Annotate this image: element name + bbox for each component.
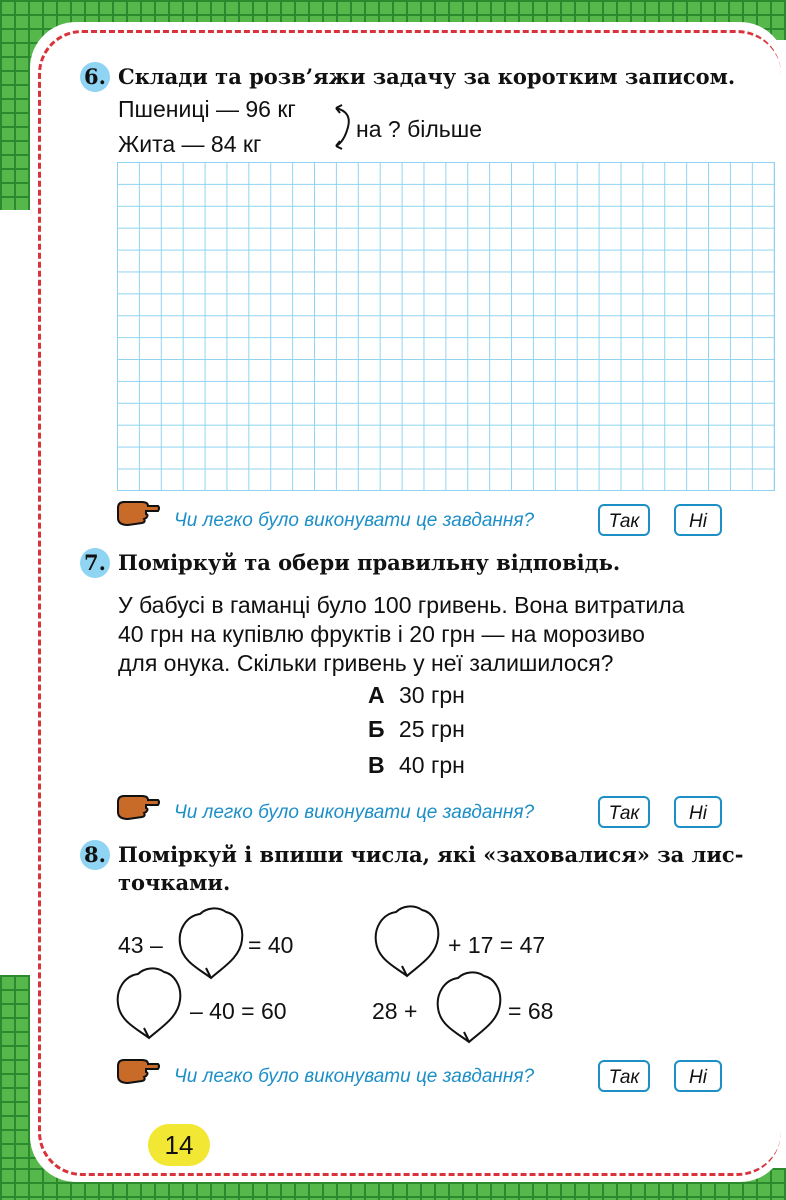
- feedback-question-3: Чи легко було виконувати це завдання?: [174, 1066, 535, 1087]
- feedback-question-2: Чи легко було виконувати це завдання?: [174, 802, 535, 823]
- eq1-right: = 40: [248, 932, 294, 958]
- no-button-3[interactable]: Ні: [674, 1060, 722, 1092]
- option-a[interactable]: [368, 682, 465, 709]
- task7-line1: У бабусі в гаманці було 100 гривень. Вона витратила: [118, 592, 685, 618]
- yes-button-1[interactable]: Так: [598, 504, 650, 536]
- yes-button-2[interactable]: Так: [598, 796, 650, 828]
- task7-line3: для онука. Скільки гривень у неї залишилося?: [118, 650, 614, 676]
- task8-title-line1: Поміркуй і впиши числа, які «заховалися» за лис-: [118, 842, 744, 867]
- no-button-2[interactable]: Ні: [674, 796, 722, 828]
- eq4-right: = 68: [508, 998, 554, 1024]
- pointing-hand-icon: [116, 498, 160, 528]
- no-button-1[interactable]: Ні: [674, 504, 722, 536]
- option-c-value: 40 грн: [399, 752, 465, 778]
- leaf-icon[interactable]: [372, 902, 442, 980]
- eq1-left: 43 –: [118, 932, 163, 958]
- task6-title: Склади та розв’яжи задачу за коротким записом.: [118, 64, 736, 89]
- pointing-hand-icon: [116, 1056, 160, 1086]
- task6-line-rye: Жита — 84 кг: [118, 131, 262, 157]
- leaf-icon[interactable]: [114, 964, 184, 1042]
- leaf-icon[interactable]: [176, 904, 246, 982]
- eq4-left: 28 +: [372, 998, 418, 1024]
- task6-compare: на ? більше: [356, 116, 482, 142]
- task7-number: 7.: [80, 548, 110, 578]
- option-b-letter: Б: [368, 716, 385, 742]
- answer-grid[interactable]: [117, 162, 775, 491]
- leaf-icon[interactable]: [434, 968, 504, 1046]
- task7-line2: 40 грн на купівлю фруктів і 20 грн — на морозиво: [118, 621, 645, 647]
- task7-title: Поміркуй та обери правильну відповідь.: [118, 550, 621, 575]
- pointing-hand-icon: [116, 792, 160, 822]
- option-b-value: 25 грн: [398, 716, 465, 742]
- eq3-right: – 40 = 60: [190, 998, 287, 1024]
- option-a-value: 30 грн: [399, 682, 465, 708]
- task8-number: 8.: [80, 840, 110, 870]
- task6-number: 6.: [80, 62, 110, 92]
- task6-line-wheat: Пшениці — 96 кг: [118, 96, 296, 122]
- page-number: 14: [148, 1124, 210, 1166]
- feedback-question-1: Чи легко було виконувати це завдання?: [174, 510, 535, 531]
- yes-button-3[interactable]: Так: [598, 1060, 650, 1092]
- eq2-right: + 17 = 47: [448, 932, 546, 958]
- option-b[interactable]: [368, 716, 465, 743]
- option-c-letter: В: [368, 752, 385, 778]
- task8-title-line2: точками.: [118, 870, 231, 895]
- option-c[interactable]: [368, 752, 465, 779]
- option-a-letter: А: [368, 682, 385, 708]
